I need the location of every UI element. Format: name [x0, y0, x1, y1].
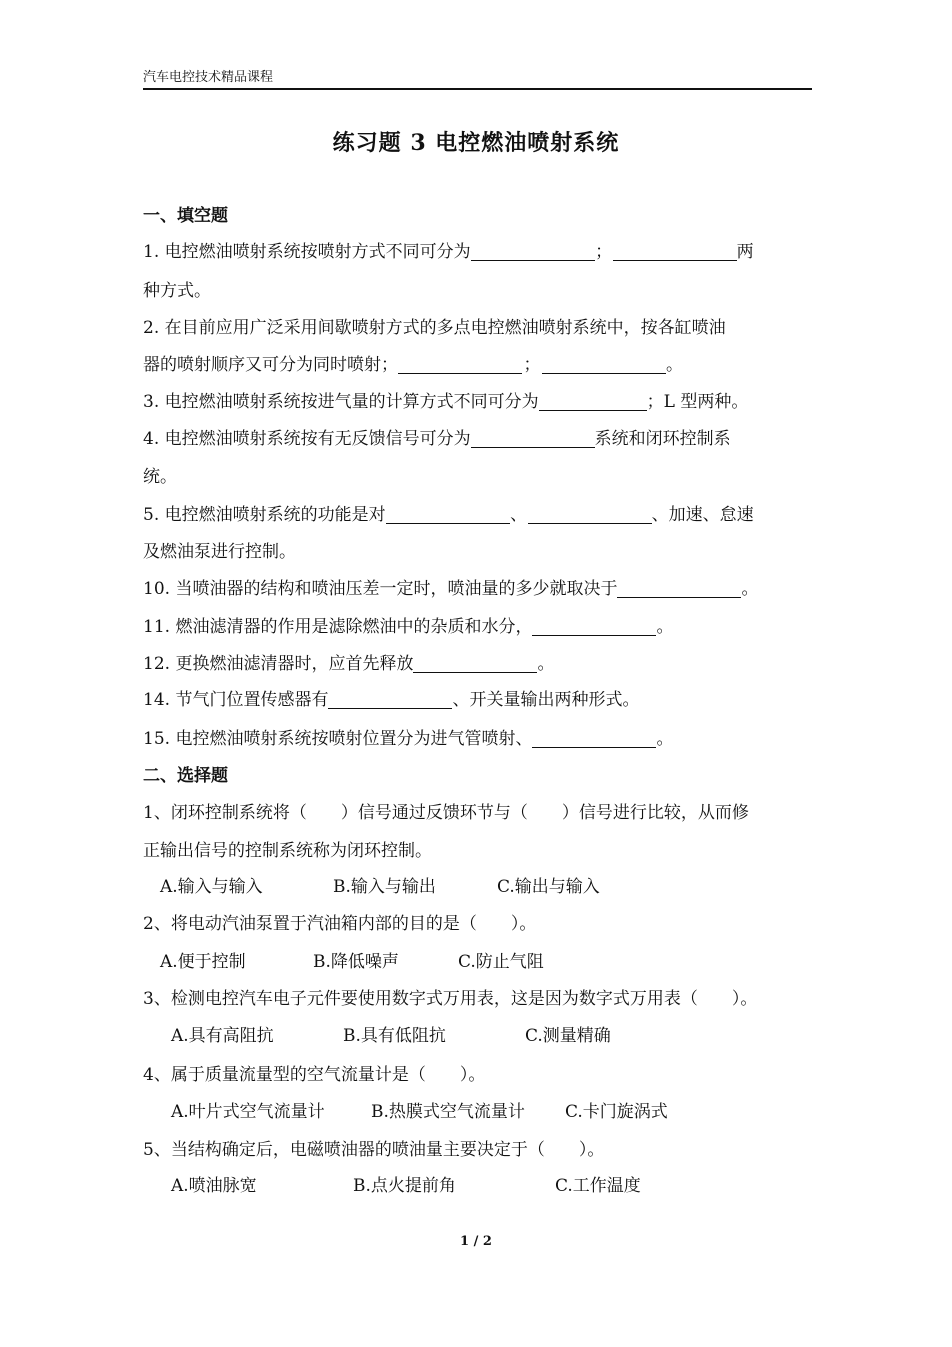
option-a: A.喷油脉宽: [171, 1176, 257, 1196]
option-b: B.热膜式空气流量计: [371, 1102, 525, 1122]
answer-blank: [328, 690, 452, 709]
answer-blank: [539, 392, 647, 411]
option-c: C.工作温度: [555, 1176, 641, 1196]
option-b: B.点火提前角: [353, 1176, 456, 1196]
answer-blank: [471, 429, 595, 448]
section-heading-multiple-choice: 二、选择题: [143, 766, 228, 786]
answer-blank: [532, 729, 656, 748]
answer-blank: [613, 242, 737, 261]
course-name: 汽车电控技术精品课程: [143, 70, 274, 85]
question-4-line-1: 4. 电控燃油喷射系统按有无反馈信号可分为 系统和闭环控制系: [143, 429, 731, 449]
option-a: A.输入与输入: [160, 877, 263, 897]
question-14: 14. 节气门位置传感器有 、开关量输出两种形式。: [143, 690, 640, 710]
page-number: 1 / 2: [460, 1234, 492, 1249]
answer-blank: [528, 505, 652, 524]
question-2-line-1: 2. 在目前应用广泛采用间歇喷射方式的多点电控燃油喷射系统中，按各缸喷油: [143, 318, 726, 338]
question-15: 15. 电控燃油喷射系统按喷射位置分为进气管喷射、 。: [143, 729, 674, 749]
choice-question-3: 3、检测电控汽车电子元件要使用数字式万用表，这是因为数字式万用表（ ）。: [143, 989, 758, 1009]
option-a: A.具有高阻抗: [171, 1026, 274, 1046]
question-5-line-2: 及燃油泵进行控制。: [143, 542, 296, 562]
question-1-line-2: 种方式。: [143, 281, 211, 301]
choice-question-1-line-2: 正输出信号的控制系统称为闭环控制。: [143, 841, 432, 861]
option-c: C.卡门旋涡式: [565, 1102, 668, 1122]
option-b: B.降低噪声: [313, 952, 399, 972]
answer-blank: [398, 355, 522, 374]
question-1-line-1: 1. 电控燃油喷射系统按喷射方式不同可分为 ； 两: [143, 242, 754, 262]
question-5-line-1: 5. 电控燃油喷射系统的功能是对 、 、加速、怠速: [143, 505, 754, 525]
question-12: 12. 更换燃油滤清器时，应首先释放 。: [143, 654, 555, 674]
option-c: C.输出与输入: [497, 877, 600, 897]
section-heading-fill-blank: 一、填空题: [143, 206, 228, 226]
page-title: 练习题 3 电控燃油喷射系统: [332, 130, 620, 156]
question-11: 11. 燃油滤清器的作用是滤除燃油中的杂质和水分， 。: [143, 617, 674, 637]
question-10: 10. 当喷油器的结构和喷油压差一定时，喷油量的多少就取决于 。: [143, 579, 759, 599]
option-b: B.输入与输出: [333, 877, 436, 897]
option-a: A.叶片式空气流量计: [171, 1102, 325, 1122]
choice-question-1-line-1: 1、闭环控制系统将（ ）信号通过反馈环节与（ ）信号进行比较，从而修: [143, 803, 749, 823]
option-a: A.便于控制: [160, 952, 246, 972]
choice-question-4: 4、属于质量流量型的空气流量计是（ ）。: [143, 1065, 486, 1085]
question-3: 3. 电控燃油喷射系统按进气量的计算方式不同可分为 ；L 型两种。: [143, 392, 749, 412]
option-c: C.测量精确: [525, 1026, 611, 1046]
question-2-line-2: 器的喷射顺序又可分为同时喷射； ； 。: [143, 355, 683, 375]
answer-blank: [471, 242, 595, 261]
answer-blank: [386, 505, 510, 524]
answer-blank: [617, 579, 741, 598]
page-header: [143, 68, 812, 90]
answer-blank: [532, 617, 656, 636]
choice-question-5: 5、当结构确定后，电磁喷油器的喷油量主要决定于（ ）。: [143, 1140, 605, 1160]
option-c: C.防止气阻: [458, 952, 544, 972]
question-4-line-2: 统。: [143, 467, 177, 487]
choice-question-2: 2、将电动汽油泵置于汽油箱内部的目的是（ ）。: [143, 914, 537, 934]
answer-blank: [542, 355, 666, 374]
option-b: B.具有低阻抗: [343, 1026, 446, 1046]
answer-blank: [413, 654, 537, 673]
